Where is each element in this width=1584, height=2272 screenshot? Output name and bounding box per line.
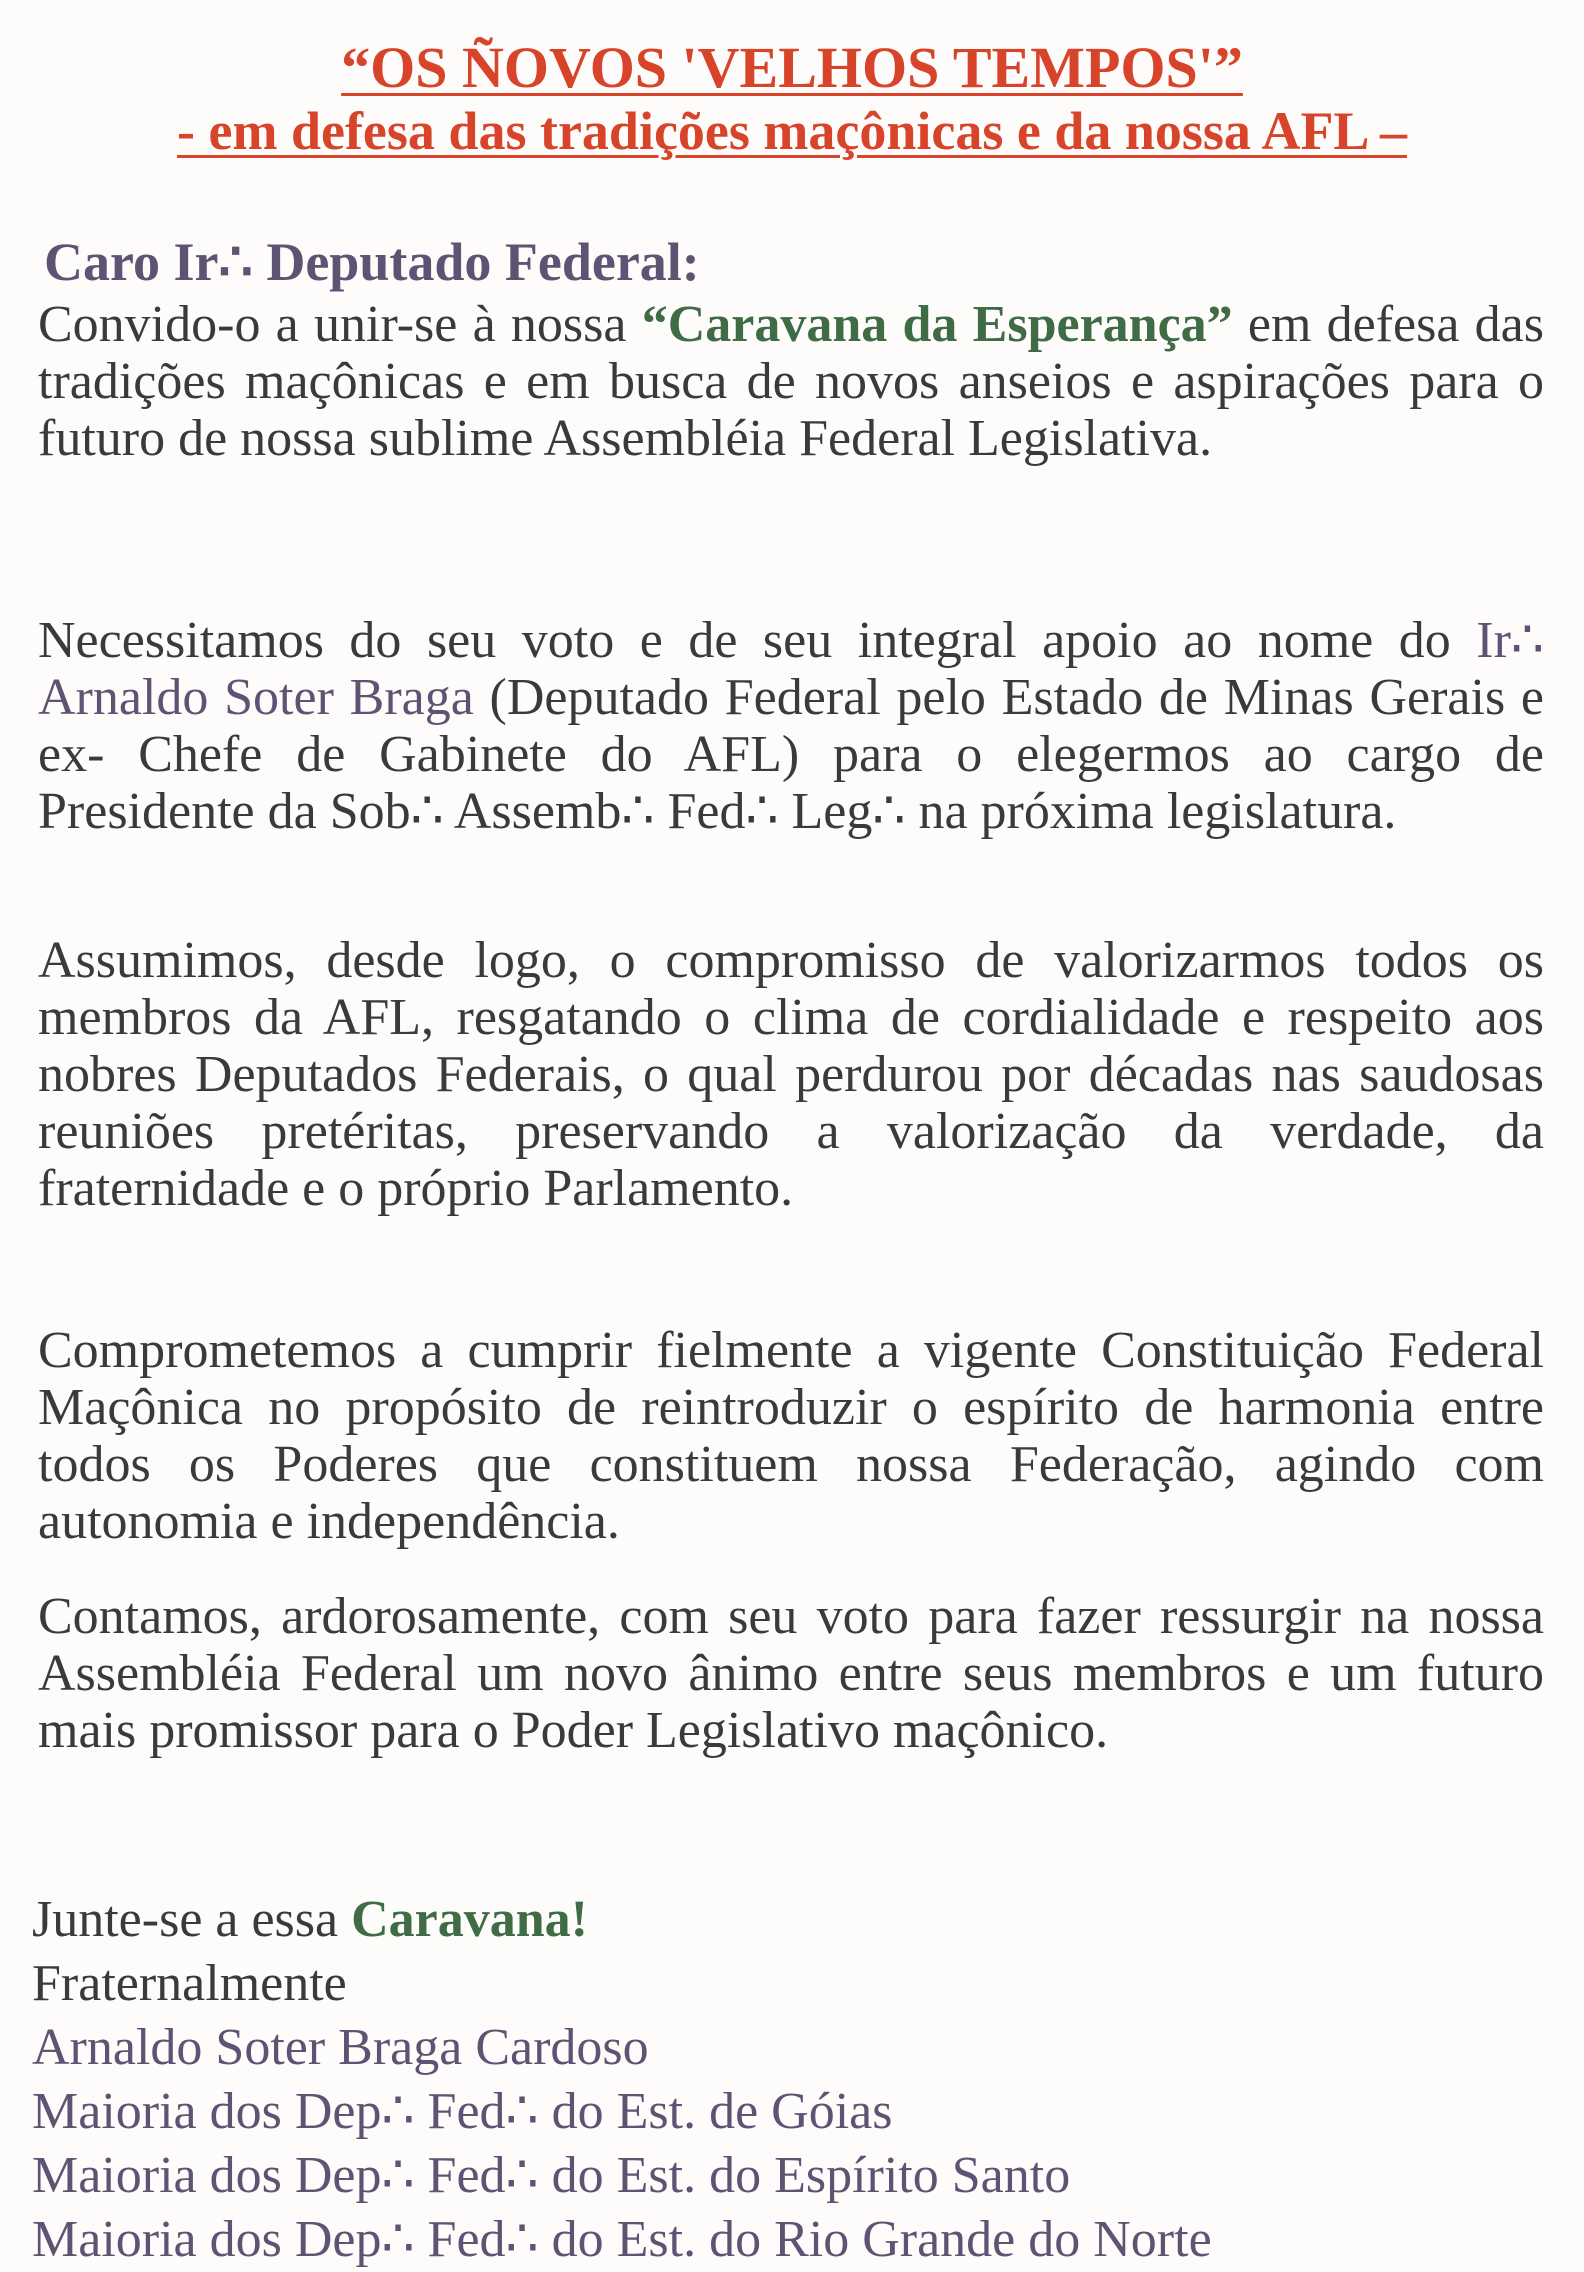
caravan-name: “Caravana da Esperança” [641, 296, 1233, 353]
paragraph-candidate-text-start: Necessitamos do seu voto e de seu integral apoio ao nome do [38, 612, 1477, 669]
closing-invite-text: Junte-se a essa [32, 1891, 352, 1948]
salutation: Caro Ir∴ Deputado Federal: [44, 232, 700, 292]
paragraph-invitation-text-end: em defesa das tradições maçônicas e em busca de novos anseios e aspirações para o futuro de nossa sublime Assembléia Federal Legislativa. [38, 296, 1545, 467]
letter-title [0, 36, 1584, 162]
signatory: Arnaldo Soter Braga Cardoso [32, 2019, 649, 2076]
signatory: Maioria dos Dep∴ Fed∴ do Est. do Espírito Santo [32, 2147, 1071, 2204]
paragraph-candidate-text-end: (Deputado Federal pelo Estado de Minas Gerais e ex- Chefe de Gabinete do AFL) para o elegermos ao cargo de Presidente da Sob∴ Assemb∴ Fed∴ Leg∴ na próxima legislatura. [38, 669, 1544, 840]
closing-regards: Fraternalmente [32, 1955, 347, 2012]
paragraph-candidate [38, 612, 1544, 840]
closing-invite [32, 1888, 1212, 1952]
paragraph-vote-request: Contamos, ardorosamente, com seu voto para fazer ressurgir na nossa Assembléia Federal um novo ânimo entre seus membros e um futuro mais promissor para o Poder Legislativo maçônico. [38, 1588, 1544, 1759]
closing-block [32, 1888, 1212, 2272]
title-subtitle: - em defesa das tradições maçônicas e da nossa AFL – [177, 101, 1407, 161]
paragraph-commitment: Assumimos, desde logo, o compromisso de valorizarmos todos os membros da AFL, resgatando o clima de cordialidade e respeito aos nobres Deputados Federais, o qual perdurou por décadas nas saudosas reuniões pretéritas, preservando a valorização da verdade, da fraternidade e o próprio Parlamento. [38, 932, 1544, 1217]
paragraph-invitation-text-start: Convido-o a unir-se à nossa [38, 296, 642, 353]
closing-invite-highlight: Caravana! [351, 1891, 588, 1948]
paragraph-constitution: Comprometemos a cumprir fielmente a vigente Constituição Federal Maçônica no propósito de reintroduzir o espírito de harmonia entre todos os Poderes que constituem nossa Federação, agindo com autonomia e independência. [38, 1322, 1544, 1550]
candidate-name: Ir∴ Arnaldo Soter Braga [38, 612, 1544, 726]
signatory: Maioria dos Dep∴ Fed∴ do Est. do Rio Grande do Norte [32, 2211, 1212, 2268]
title-main: “OS ÑOVOS 'VELHOS TEMPOS'” [341, 35, 1243, 100]
paragraph-invitation [38, 296, 1544, 467]
signatory: Maioria dos Dep∴ Fed∴ do Est. de Góias [32, 2083, 893, 2140]
